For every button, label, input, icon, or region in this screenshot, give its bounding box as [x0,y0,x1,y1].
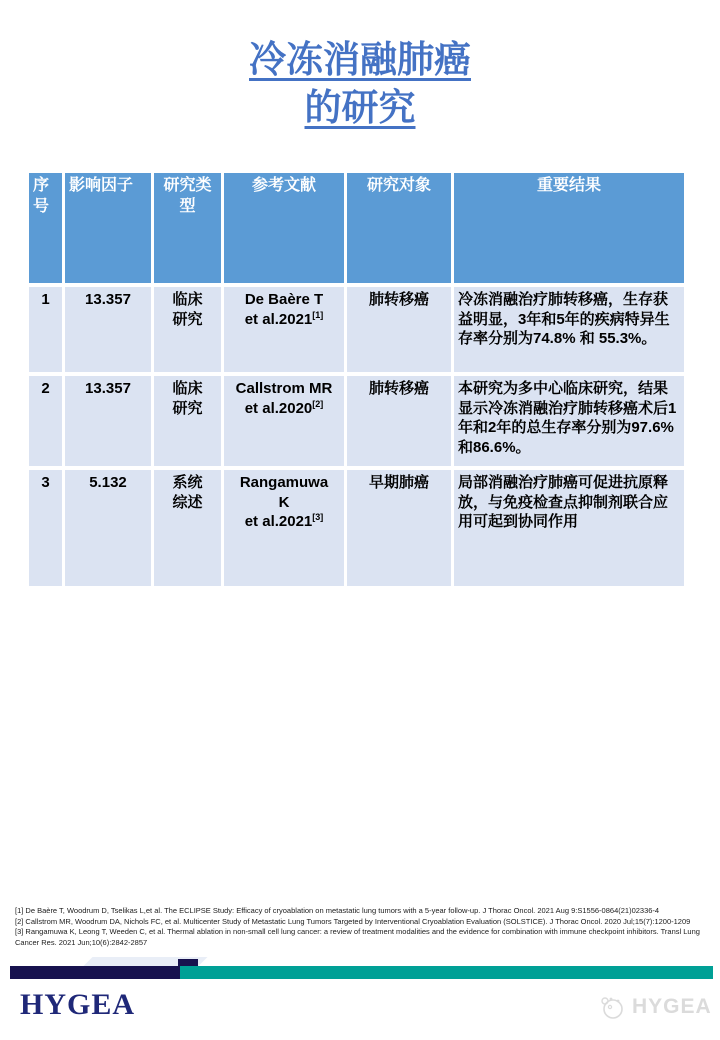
table-row [29,376,684,466]
cell-result: 本研究为多中心临床研究，结果显示冷冻消融治疗肺转移癌术后1年和2年的总生存率分别为97.6%和86.6%。 [454,376,684,466]
cell-study-type: 临床研究 [154,376,221,466]
reference-superscript: [1] [312,309,324,320]
reference-line: et al.2021[1] [244,309,324,328]
reference-line: K [278,493,290,511]
footnote-3: [3] Rangamuwa K, Leong T, Weeden C, et al. Thermal ablation in non-small cell lung cancer: a review of treatment modalities and the evidence for combination with immune checkpoint inhibitors. Transl Lung Cancer Res. 2021 Jun;10(6):2842-2857 [15,927,700,947]
cell-impact-factor: 5.132 [65,470,151,586]
cell-result: 局部消融治疗肺癌可促进抗原释放，与免疫检查点抑制剂联合应用可起到协同作用 [454,470,684,586]
footnote-1: [1] De Baère T, Woodrum D, Tselikas L,et al. The ECLIPSE Study: Efficacy of cryoablation on metastatic lung tumors with a 5-year follow-up. J Thorac Oncol. 2021 Aug 9:S1556-0864(21)02336-4 [15,906,660,915]
footer-bar-teal [180,966,713,979]
title-line-2: 的研究 [304,87,416,128]
cell-reference [224,470,344,586]
cell-reference [224,376,344,466]
hygea-watermark [596,994,712,1020]
cell-study-type: 临床研究 [154,287,221,372]
header-no: 序号 [29,173,62,283]
header-result: 重要结果 [454,173,684,283]
header-impact-factor: 影响因子 [65,173,151,283]
reference-superscript: [2] [312,398,324,409]
table-header-row [29,173,684,283]
reference-line: Callstrom MR [235,380,333,397]
cell-subject: 早期肺癌 [347,470,451,586]
page-title [0,36,720,132]
cell-no: 3 [29,470,62,586]
watermark-text: HYGEA [632,995,712,1018]
reference-line: et al.2021[3] [244,512,324,530]
reference-line: et al.2020[2] [244,398,324,417]
title-line-1: 冷冻消融肺癌 [249,39,471,80]
reference-line: De Baère T [244,291,324,308]
reference-superscript: [3] [312,512,324,522]
cell-reference [224,287,344,372]
hygea-watermark-logo-icon [596,994,626,1020]
cell-study-type: 系统综述 [154,470,221,586]
cell-no: 2 [29,376,62,466]
footnote-references [15,906,707,948]
header-reference: 参考文献 [224,173,344,283]
table-row [29,287,684,372]
cell-subject: 肺转移癌 [347,287,451,372]
study-table [26,169,687,590]
cell-subject: 肺转移癌 [347,376,451,466]
footnote-2: [2] Callstrom MR, Woodrum DA, Nichols FC, et al. Multicenter Study of Metastatic Lung Tumors Targeted by Interventional Cryoablation Evaluation (SOLSTICE). J Thorac Oncol. 2020 Jul;15(7):1200-1209 [15,916,691,926]
cell-impact-factor: 13.357 [65,376,151,466]
table-row [29,470,684,586]
footer-bar-navy [10,966,180,979]
reference-line: Rangamuwa [239,474,329,491]
hygea-logo: HYGEA [20,988,136,1021]
cell-impact-factor: 13.357 [65,287,151,372]
cell-result: 冷冻消融治疗肺转移癌，生存获益明显，3年和5年的疾病特异生存率分别为74.8% 和 55.3%。 [454,287,684,372]
study-table-container [26,169,687,590]
header-subject: 研究对象 [347,173,451,283]
cell-no: 1 [29,287,62,372]
header-study-type: 研究类型 [154,173,221,283]
